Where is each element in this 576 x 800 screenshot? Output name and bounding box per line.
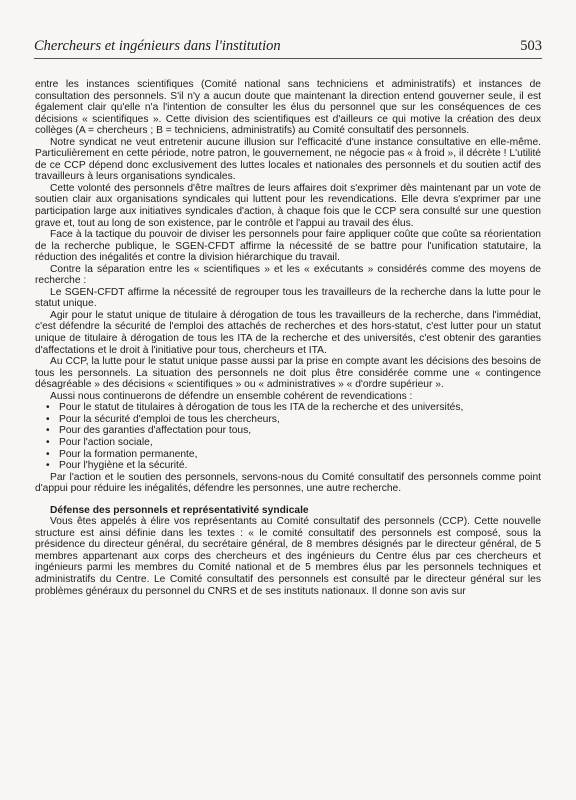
paragraph: Agir pour le statut unique de titulaire à dérogation de tous les travailleurs de la recherche, dans l'immédiat, c'est défendre la sécurité de l'emploi des attachés de recherches et des hors-statut, c'est lutter pour un statut unique de titulaire à dérogation de tous les ITA de la recherche et des universités, c'est obtenir des garanties d'affectations et le droit à l'initiative pour tous, chercheurs et ITA. <box>35 309 541 356</box>
list-item: • Pour l'hygiène et la sécurité. <box>59 460 541 472</box>
paragraph: entre les instances scientifiques (Comité national sans techniciens et administratifs) et instances de consultation des personnels. S'il n'y a aucun doute que maintenant la direction entend gouverner seule, il est également clair qu'elle n'a l'intention de consulter les élus du personnel que sur les conséquences de ces décisions « scientifiques ». Cette division des scientifiques est d'ailleurs ce qui motive la création des deux collèges (A = chercheurs ; B = techniciens, administratifs) au Comité consultatif des personnels. <box>35 79 541 137</box>
paragraph: Aussi nous continuerons de défendre un ensemble cohérent de revendications : <box>50 390 413 402</box>
list-item: • Pour le statut de titulaires à dérogation de tous les ITA de la recherche et des universités, <box>59 402 541 414</box>
paragraph: Cette volonté des personnels d'être maîtres de leurs affaires doit s'exprimer dès maintenant par un vote de soutien clair aux organisations syndicales qui luttent pour les revendications. Elle devra s'exprimer par une participation large aux initiatives syndicales d'action, à chaque fois que le CCP sera consulté sur une question grave et, tout au long de son existence, par le contrôle et l'appui au travail des élus. <box>35 182 541 229</box>
running-head <box>34 38 542 56</box>
paragraph: Face à la tactique du pouvoir de diviser les personnels pour faire appliquer coûte que coûte sa réorientation de la recherche publique, le SGEN-CFDT affirme la nécessité de se battre pour l'unification statutaire, la réduction des inégalités et contre la division hiérarchique du travail. <box>35 229 541 264</box>
paragraph: Par l'action et le soutien des personnels, servons-nous du Comité consultatif des personnels comme point d'appui pour réduire les inégalités, défendre les personnes, une autre recherche. <box>35 471 541 495</box>
list-item: • Pour des garanties d'affectation pour tous, <box>59 425 541 437</box>
paragraph: Notre syndicat ne veut entretenir aucune illusion sur l'efficacité d'une instance consultative en elle-même. Particulièrement en cette période, notre patron, le gouvernement, ne négocie pas « à froid », il décrète ! L'utilité de ce CCP dépend donc exclusivement des luttes locales et nationales des personnels et du soutien actif des travailleurs à leurs organisations syndicales. <box>35 136 541 183</box>
paragraph: Au CCP, la lutte pour le statut unique passe aussi par la prise en compte avant les décisions des besoins de tous les personnels. La situation des personnels ne doit plus être considérée comme une « contingence désagréable » des décisions « scientifiques » ou « administratives » « d'ordre supérieur ». <box>35 356 541 391</box>
list-item: • Pour l'action sociale, <box>59 437 541 449</box>
demands-list <box>35 402 541 471</box>
running-head-title: Chercheurs et ingénieurs dans l'institution <box>34 38 281 54</box>
paragraph: Le SGEN-CFDT affirme la nécessité de regrouper tous les travailleurs de la recherche dans la lutte pour le statut unique. <box>35 286 541 310</box>
page-number: 503 <box>520 38 542 54</box>
body-text <box>35 79 541 597</box>
section-heading: Défense des personnels et représentativité syndicale <box>50 504 309 516</box>
paragraph: Contre la séparation entre les « scientifiques » et les « exécutants » considérés comme des moyens de recherche : <box>35 263 541 287</box>
paragraph: Vous êtes appelés à élire vos représentants au Comité consultatif des personnels (CCP). Cette nouvelle structure est ainsi définie dans les textes : « le comité consultatif des personnels est composé, sous la présidence du directeur général, du secrétaire général, de 8 membres désignés par le directeur général, de 5 membres appartenant aux corps des chercheurs et des ingénieurs du Centre élus par ces chercheurs et ingénieurs parmi les membres du Comité national et de 5 membres élus par les personnels techniques et administratifs du Centre. Le Comité consultatif des personnels est consulté par le directeur général sur les problèmes généraux du personnel du CNRS et de ses instituts nationaux. Il donne son avis sur <box>35 516 541 597</box>
list-item: • Pour la formation permanente, <box>59 449 541 461</box>
header-rule <box>34 58 542 59</box>
list-item: • Pour la sécurité d'emploi de tous les chercheurs, <box>59 414 541 426</box>
